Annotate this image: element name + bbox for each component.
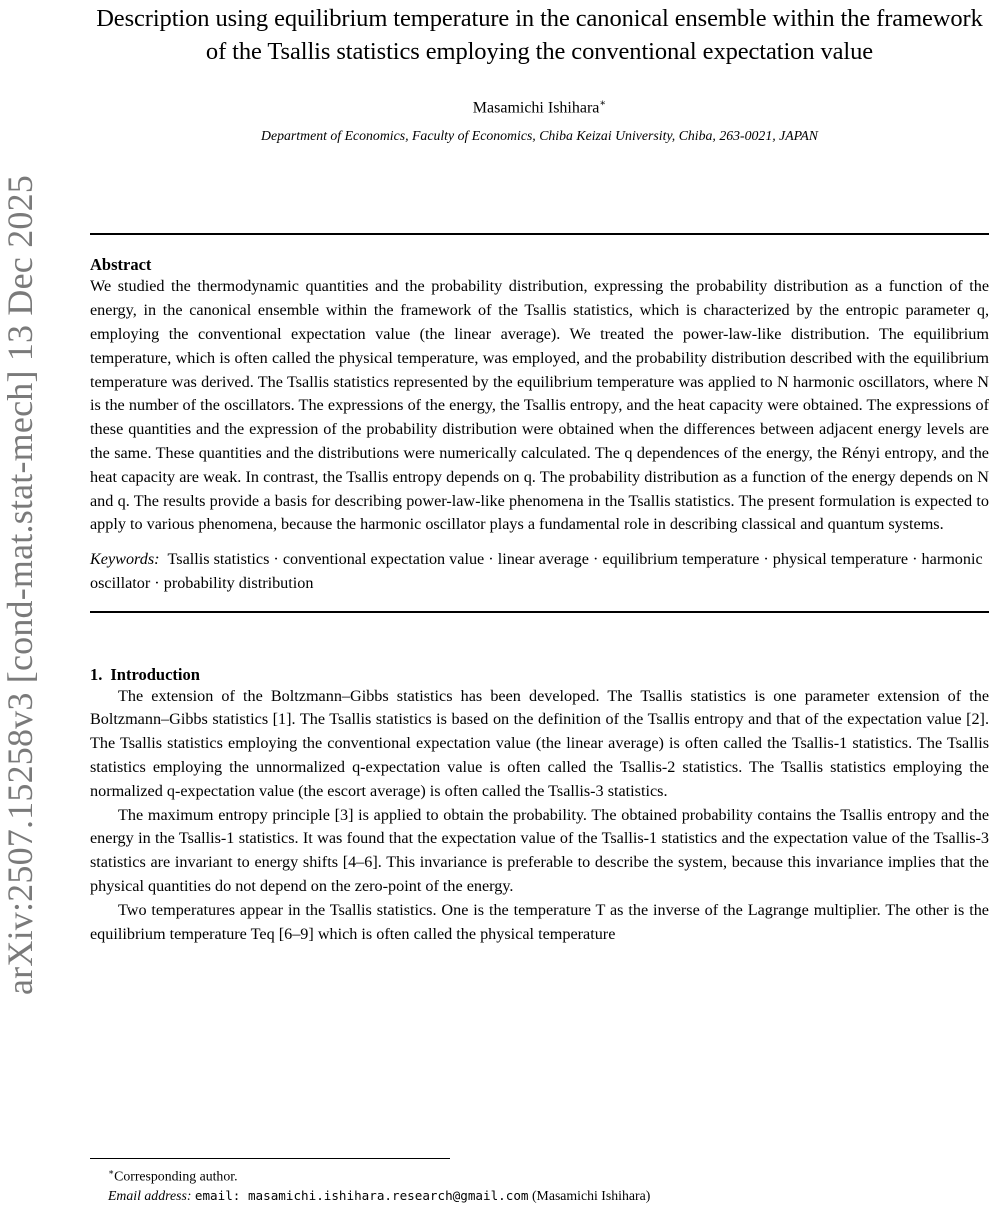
email-address[interactable]: email: masamichi.ishihara.research@gmail.com xyxy=(194,1187,529,1203)
introduction-paragraph-1: The extension of the Boltzmann–Gibbs statistics has been developed. The Tsallis statistics is one parameter extension of the Boltzmann–Gibbs statistics [1]. The Tsallis statistics is based on the definition of the Tsallis entropy and that of the expectation value [2]. The Tsallis statistics employing the conventional expectation value (the linear average) is often called the Tsallis-1 statistics. The Tsallis statistics employing the unnormalized q-expectation value is often called the Tsallis-2 statistics. The Tsallis statistics employing the normalized q-expectation value (the escort average) is often called the Tsallis-3 statistics. xyxy=(90,686,989,800)
abstract-top-rule xyxy=(90,233,989,235)
keywords-line xyxy=(90,548,989,596)
footnote-mark: ∗ xyxy=(108,1167,115,1177)
section-heading-introduction xyxy=(90,665,989,685)
author-name: Masamichi Ishihara xyxy=(472,99,600,117)
footnote-corresponding-text: Corresponding author. xyxy=(114,1168,238,1184)
footnotes xyxy=(108,1163,650,1205)
email-owner: (Masamichi Ishihara) xyxy=(531,1187,651,1203)
introduction-paragraph-3: Two temperatures appear in the Tsallis statistics. One is the temperature T as the inverse of the Lagrange multiplier. The other is the equilibrium temperature Teq [6–9] which is often called the physical temperature xyxy=(90,900,989,943)
footnote-email xyxy=(108,1186,650,1205)
introduction-paragraph-2: The maximum entropy principle [3] is applied to obtain the probability. The obtained probability contains the Tsallis entropy and the energy in the Tsallis-1 statistics. It was found that the expectation value of the Tsallis-1 statistics and the expectation value of the Tsallis-3 statistics are invariant to energy shifts [4–6]. This invariance is preferable to describe the system, because this invariance implies that the physical quantities do not depend on the zero-point of the energy. xyxy=(90,805,989,896)
arxiv-identifier-stamp xyxy=(0,150,40,1020)
author-line xyxy=(90,94,989,118)
corresponding-author-mark: ∗ xyxy=(599,98,607,109)
footnote-corresponding xyxy=(108,1163,650,1186)
email-label: Email address: xyxy=(108,1187,192,1203)
author-affiliation: Department of Economics, Faculty of Economics, Chiba Keizai University, Chiba, 263-0021, JAPAN xyxy=(261,128,818,144)
keywords-label: Keywords: xyxy=(90,550,160,569)
paper-title: Description using equilibrium temperature in the canonical ensemble within the framework of the Tsallis statistics employing the conventional expectation value xyxy=(96,5,983,65)
abstract-text: We studied the thermodynamic quantities and the probability distribution, expressing the probability distribution as a function of the energy, in the canonical ensemble within the framework of the Tsallis statistics, which is characterized by the entropic parameter q, employing the conventional expectation value (the linear average). We treated the power-law-like distribution. The equilibrium temperature, which is often called the physical temperature, was employed, and the probability distribution described with the equilibrium temperature was derived. The Tsallis statistics represented by the equilibrium temperature was applied to N harmonic oscillators, where N is the number of the oscillators. The expressions of the energy, the Tsallis entropy, and the heat capacity were obtained. The expressions of these quantities and the expression of the probability distribution were obtained when the differences between adjacent energy levels are the same. These quantities and the distributions were numerically calculated. The q dependences of the energy, the Rényi entropy, and the heat capacity are weak. In contrast, the Tsallis entropy depends on q. The probability distribution as a function of the energy depends on N and q. The results provide a basis for describing power-law-like phenomena in the Tsallis statistics. The present formulation is expected to apply to various phenomena, because the harmonic oscillator plays a fundamental role in describing classical and quantum systems. xyxy=(90,277,989,534)
footnote-rule xyxy=(90,1158,450,1159)
abstract-bottom-rule xyxy=(90,611,989,613)
arxiv-identifier-text: arXiv:2507.15258v3 [cond-mat.stat-mech] 13 Dec 2025 xyxy=(0,175,40,995)
abstract-heading: Abstract xyxy=(90,255,152,275)
paper-page xyxy=(90,0,989,1203)
keywords-list: Tsallis statistics · conventional expectation value · linear average · equilibrium temperature · physical temperature · harmonic oscillator · probability distribution xyxy=(90,550,983,592)
section-number: 1. xyxy=(90,664,103,684)
section-title: Introduction xyxy=(110,664,200,684)
